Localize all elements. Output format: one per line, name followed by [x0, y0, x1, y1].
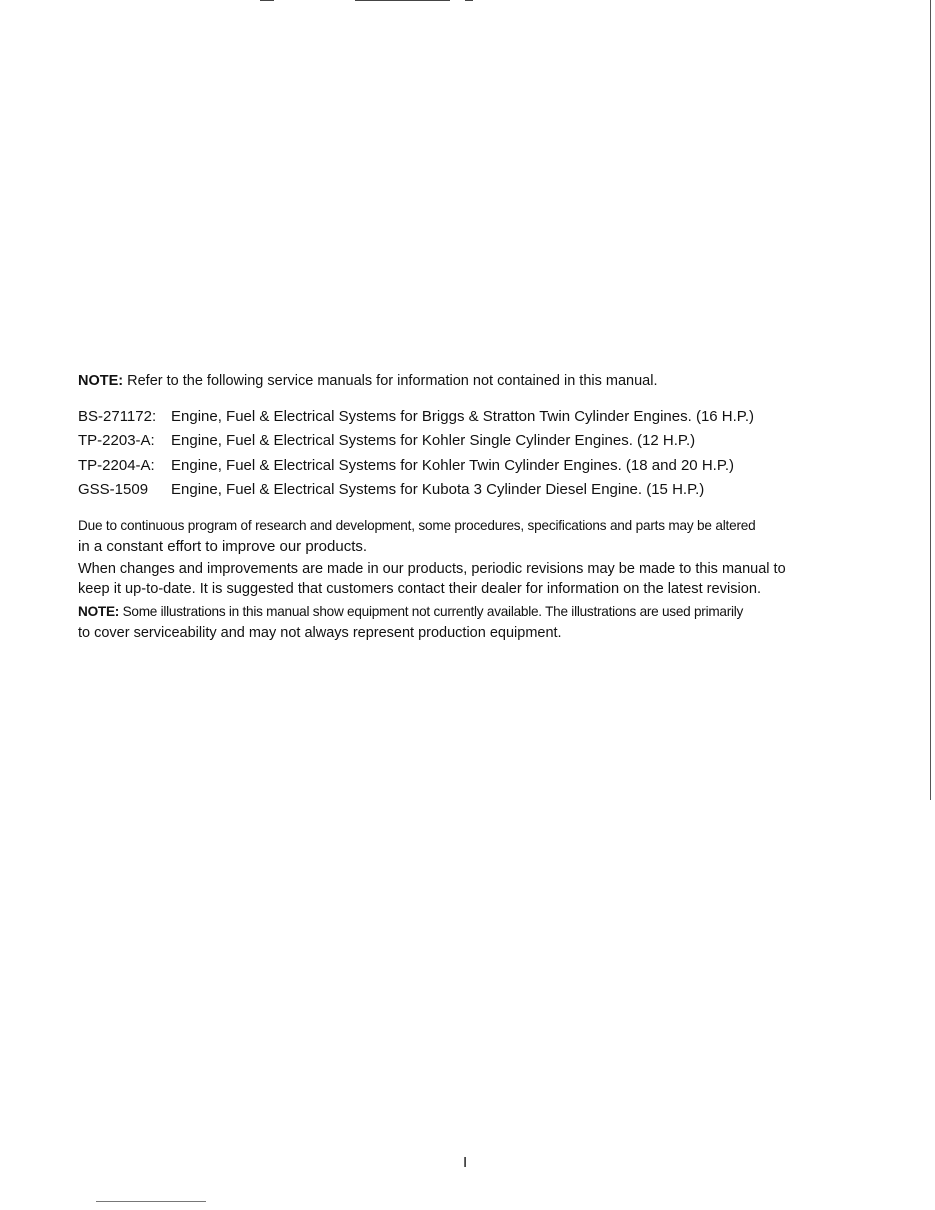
scan-mark	[260, 0, 274, 1]
footer-rule	[96, 1201, 206, 1202]
manual-item	[78, 457, 734, 475]
page-edge	[930, 0, 931, 800]
scan-mark	[355, 0, 450, 1]
paragraph-line: in a constant effort to improve our products.	[78, 538, 368, 555]
manual-code: BS-271172:	[78, 408, 157, 425]
manual-item	[78, 432, 695, 450]
manual-title: Engine, Fuel & Electrical Systems for Kohler Single Cylinder Engines. (12 H.P.)	[171, 432, 696, 449]
manual-item	[78, 481, 704, 499]
paragraph-line: to cover serviceability and may not always represent production equipment.	[78, 625, 562, 641]
note-label: NOTE:	[78, 373, 124, 389]
manual-code: TP-2204-A:	[78, 457, 155, 474]
paragraph-line: keep it up-to-date. It is suggested that customers contact their dealer for information on the latest revision.	[78, 581, 762, 597]
manual-title: Engine, Fuel & Electrical Systems for Kubota 3 Cylinder Diesel Engine. (15 H.P.)	[171, 481, 705, 498]
note-label: NOTE:	[78, 604, 120, 619]
manual-code: GSS-1509	[78, 481, 149, 498]
scan-mark	[465, 0, 473, 1]
manual-item	[78, 408, 754, 426]
paragraph-line: When changes and improvements are made in our products, periodic revisions may be made to this manual to	[78, 561, 786, 577]
note-text: Refer to the following service manuals for information not contained in this manual.	[127, 373, 658, 389]
note-refer	[78, 372, 657, 390]
manual-title: Engine, Fuel & Electrical Systems for Kohler Twin Cylinder Engines. (18 and 20 H.P.)	[171, 457, 735, 474]
note-illustrations	[78, 603, 743, 621]
manual-title: Engine, Fuel & Electrical Systems for Briggs & Stratton Twin Cylinder Engines. (16 H.P.)	[171, 408, 755, 425]
manual-code: TP-2203-A:	[78, 432, 155, 449]
note-text: Some illustrations in this manual show equipment not currently available. The illustrations are used primarily	[122, 604, 744, 619]
paragraph-line: Due to continuous program of research and development, some procedures, specifications and parts may be altered	[78, 518, 756, 533]
page-number: I	[463, 1154, 468, 1171]
